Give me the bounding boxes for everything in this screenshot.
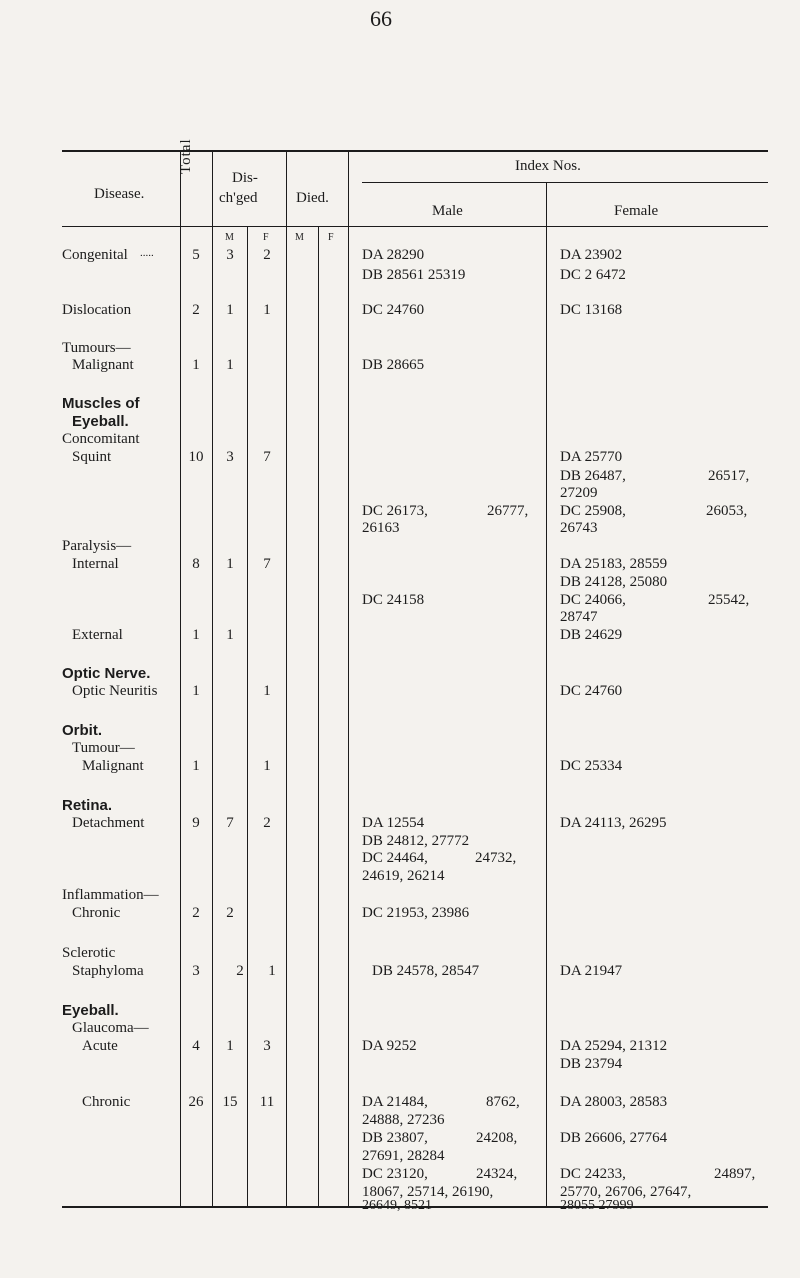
female-internal-1: DB 24128, 25080 bbox=[560, 574, 668, 590]
col-rule-total-right bbox=[212, 150, 213, 1206]
male-staphyloma-0: DB 24578, 28547 bbox=[372, 963, 480, 979]
dis-f-acute: 3 bbox=[263, 1038, 271, 1054]
total-congenital: 5 bbox=[192, 247, 200, 263]
male-chronic-1: 8762, bbox=[486, 1094, 520, 1110]
section-optic-nerve: Optic Nerve. bbox=[62, 665, 151, 682]
label-sclerotic: Sclerotic bbox=[62, 945, 116, 961]
male-chronic-2: 24888, 27236 bbox=[362, 1112, 445, 1128]
male-malignant-0: DB 28665 bbox=[362, 357, 425, 373]
label-optic-neuritis: Optic Neuritis bbox=[72, 683, 158, 699]
dis-m-staphyloma: 2 bbox=[236, 963, 244, 979]
male-chronic-6: DC 23120, bbox=[362, 1166, 428, 1182]
subheader-died-f: F bbox=[328, 232, 334, 243]
male-detachment-1: DB 24812, 27772 bbox=[362, 833, 470, 849]
female-acute-1: DB 23794 bbox=[560, 1056, 623, 1072]
dis-f-squint: 7 bbox=[263, 449, 271, 465]
female-acute-0: DA 25294, 21312 bbox=[560, 1038, 668, 1054]
section-eyeball: Eyeball. bbox=[62, 1002, 119, 1019]
label-chronic: Chronic bbox=[82, 1094, 131, 1110]
total-external: 1 bbox=[192, 627, 200, 643]
total-chronic: 26 bbox=[188, 1094, 204, 1110]
female-chronic-0: DA 28003, 28583 bbox=[560, 1094, 668, 1110]
female-chronic-2: DC 24233, bbox=[560, 1166, 626, 1182]
male-chronic-4: 24208, bbox=[476, 1130, 518, 1146]
label-concomitant: Concomitant bbox=[62, 431, 140, 447]
total-optic-neuritis: 1 bbox=[192, 683, 200, 699]
label-inflammation: Inflammation— bbox=[62, 887, 159, 903]
total-malignant: 1 bbox=[192, 357, 200, 373]
dis-m-congenital: 3 bbox=[226, 247, 234, 263]
dis-f-optic-neuritis: 1 bbox=[263, 683, 271, 699]
dis-f-internal: 7 bbox=[263, 556, 271, 572]
male-congenital-0: DA 28290 bbox=[362, 247, 425, 263]
dis-m-detachment: 7 bbox=[226, 815, 234, 831]
dis-f-dislocation: 1 bbox=[263, 302, 271, 318]
male-detachment-2: DC 24464, bbox=[362, 850, 428, 866]
female-internal-3: 25542, bbox=[708, 592, 750, 608]
female-chronic-3: 24897, bbox=[714, 1166, 756, 1182]
dis-m-squint: 3 bbox=[226, 449, 234, 465]
female-squint-6: 26743 bbox=[560, 520, 598, 536]
label-staphyloma: Staphyloma bbox=[72, 963, 144, 979]
label-malignant: Malignant bbox=[72, 357, 134, 373]
section-orbit: Orbit. bbox=[62, 722, 102, 739]
female-optic-neuritis-0: DC 24760 bbox=[560, 683, 623, 699]
dis-f-detachment: 2 bbox=[263, 815, 271, 831]
dis-f-congenital: 2 bbox=[263, 247, 271, 263]
male-chronic-0: DA 21484, bbox=[362, 1094, 428, 1110]
male-chronic-5: 27691, 28284 bbox=[362, 1148, 445, 1164]
label-internal: Internal bbox=[72, 556, 119, 572]
label-malignant-orbit: Malignant bbox=[82, 758, 144, 774]
dots: ..... bbox=[140, 247, 154, 259]
label-squint: Squint bbox=[72, 449, 112, 465]
female-detachment-0: DA 24113, 26295 bbox=[560, 815, 667, 831]
label-acute: Acute bbox=[82, 1038, 118, 1054]
col-rule-dis-mid bbox=[247, 226, 248, 1206]
male-dislocation-0: DC 24760 bbox=[362, 302, 425, 318]
total-tumour: 1 bbox=[192, 758, 200, 774]
header-discharged-2: ch'ged bbox=[219, 190, 258, 206]
label-chronic-inflammation: Chronic bbox=[72, 905, 121, 921]
label-paralysis: Paralysis— bbox=[62, 538, 132, 554]
female-squint-0: DA 25770 bbox=[560, 449, 623, 465]
label-external: External bbox=[72, 627, 123, 643]
dis-f-tumour: 1 bbox=[263, 758, 271, 774]
male-detachment-0: DA 12554 bbox=[362, 815, 425, 831]
female-chronic-4: 25770, 26706, 27647, bbox=[560, 1184, 692, 1200]
female-staphyloma-0: DA 21947 bbox=[560, 963, 623, 979]
header-index-nos: Index Nos. bbox=[515, 158, 581, 174]
female-squint-5: 26053, bbox=[706, 503, 748, 519]
dis-m-external: 1 bbox=[226, 627, 234, 643]
index-divider-rule bbox=[362, 182, 768, 183]
total-detachment: 9 bbox=[192, 815, 200, 831]
table-top-rule bbox=[62, 150, 768, 152]
header-male: Male bbox=[432, 203, 463, 219]
col-rule-died-right bbox=[348, 150, 349, 1206]
male-squint-1: 26777, bbox=[487, 503, 529, 519]
female-external-0: DB 24629 bbox=[560, 627, 623, 643]
female-squint-1: DB 26487, bbox=[560, 468, 626, 484]
dis-f-chronic: 11 bbox=[259, 1094, 275, 1110]
female-internal-2: DC 24066, bbox=[560, 592, 626, 608]
header-bottom-rule bbox=[62, 226, 768, 227]
label-glaucoma: Glaucoma— bbox=[72, 1020, 149, 1036]
dis-m-internal: 1 bbox=[226, 556, 234, 572]
female-dislocation-0: DC 13168 bbox=[560, 302, 623, 318]
male-chronic-3: DB 23807, bbox=[362, 1130, 428, 1146]
page-number: 66 bbox=[370, 6, 392, 31]
male-internal-0: DC 24158 bbox=[362, 592, 425, 608]
col-rule-dis-right bbox=[286, 150, 287, 1206]
col-rule-died-mid bbox=[318, 226, 319, 1206]
dis-m-malignant: 1 bbox=[226, 357, 234, 373]
dis-m-acute: 1 bbox=[226, 1038, 234, 1054]
header-disease: Disease. bbox=[94, 186, 145, 202]
male-chronic-9: 26649, 8521 bbox=[362, 1198, 432, 1213]
header-female: Female bbox=[614, 203, 659, 219]
section-retina: Retina. bbox=[62, 797, 113, 814]
header-discharged-1: Dis- bbox=[232, 170, 258, 186]
total-staphyloma: 3 bbox=[192, 963, 200, 979]
label-dislocation: Dislocation bbox=[62, 302, 132, 318]
total-internal: 8 bbox=[192, 556, 200, 572]
total-inflammation: 2 bbox=[192, 905, 200, 921]
total-squint: 10 bbox=[188, 449, 204, 465]
male-squint-2: 26163 bbox=[362, 520, 400, 536]
female-chronic-5: 28055 27999 bbox=[560, 1198, 634, 1213]
male-squint-0: DC 26173, bbox=[362, 503, 428, 519]
total-acute: 4 bbox=[192, 1038, 200, 1054]
dis-m-chronic: 15 bbox=[222, 1094, 238, 1110]
label-tumour: Tumour— bbox=[72, 740, 135, 756]
dis-f-staphyloma: 1 bbox=[268, 963, 276, 979]
female-squint-4: DC 25908, bbox=[560, 503, 626, 519]
label-tumours: Tumours— bbox=[62, 340, 131, 356]
dis-m-inflammation: 2 bbox=[226, 905, 234, 921]
female-chronic-1: DB 26606, 27764 bbox=[560, 1130, 668, 1146]
dis-m-dislocation: 1 bbox=[226, 302, 234, 318]
total-dislocation: 2 bbox=[192, 302, 200, 318]
male-detachment-3: 24732, bbox=[475, 850, 517, 866]
female-tumour-0: DC 25334 bbox=[560, 758, 623, 774]
subheader-died-m: M bbox=[295, 232, 304, 243]
subheader-dis-f: F bbox=[263, 232, 269, 243]
col-rule-male-female bbox=[546, 182, 547, 1206]
female-squint-3: 27209 bbox=[560, 485, 598, 501]
subheader-dis-m: M bbox=[225, 232, 234, 243]
male-chronic-7: 24324, bbox=[476, 1166, 518, 1182]
section-muscles: Muscles of bbox=[62, 395, 140, 412]
female-congenital-1: DC 2 6472 bbox=[560, 267, 626, 283]
col-rule-total-left bbox=[180, 150, 181, 1206]
label-congenital: Congenital bbox=[62, 247, 128, 263]
female-squint-2: 26517, bbox=[708, 468, 750, 484]
female-internal-0: DA 25183, 28559 bbox=[560, 556, 668, 572]
female-congenital-0: DA 23902 bbox=[560, 247, 623, 263]
male-acute-0: DA 9252 bbox=[362, 1038, 417, 1054]
label-detachment: Detachment bbox=[72, 815, 145, 831]
male-detachment-4: 24619, 26214 bbox=[362, 868, 445, 884]
header-total: Total bbox=[178, 138, 194, 174]
male-inflammation-0: DC 21953, 23986 bbox=[362, 905, 470, 921]
male-chronic-8: 18067, 25714, 26190, bbox=[362, 1184, 494, 1200]
male-congenital-1: DB 28561 25319 bbox=[362, 267, 466, 283]
section-muscles-eyeball: Eyeball. bbox=[72, 413, 129, 430]
female-internal-4: 28747 bbox=[560, 609, 598, 625]
header-died: Died. bbox=[296, 190, 329, 206]
